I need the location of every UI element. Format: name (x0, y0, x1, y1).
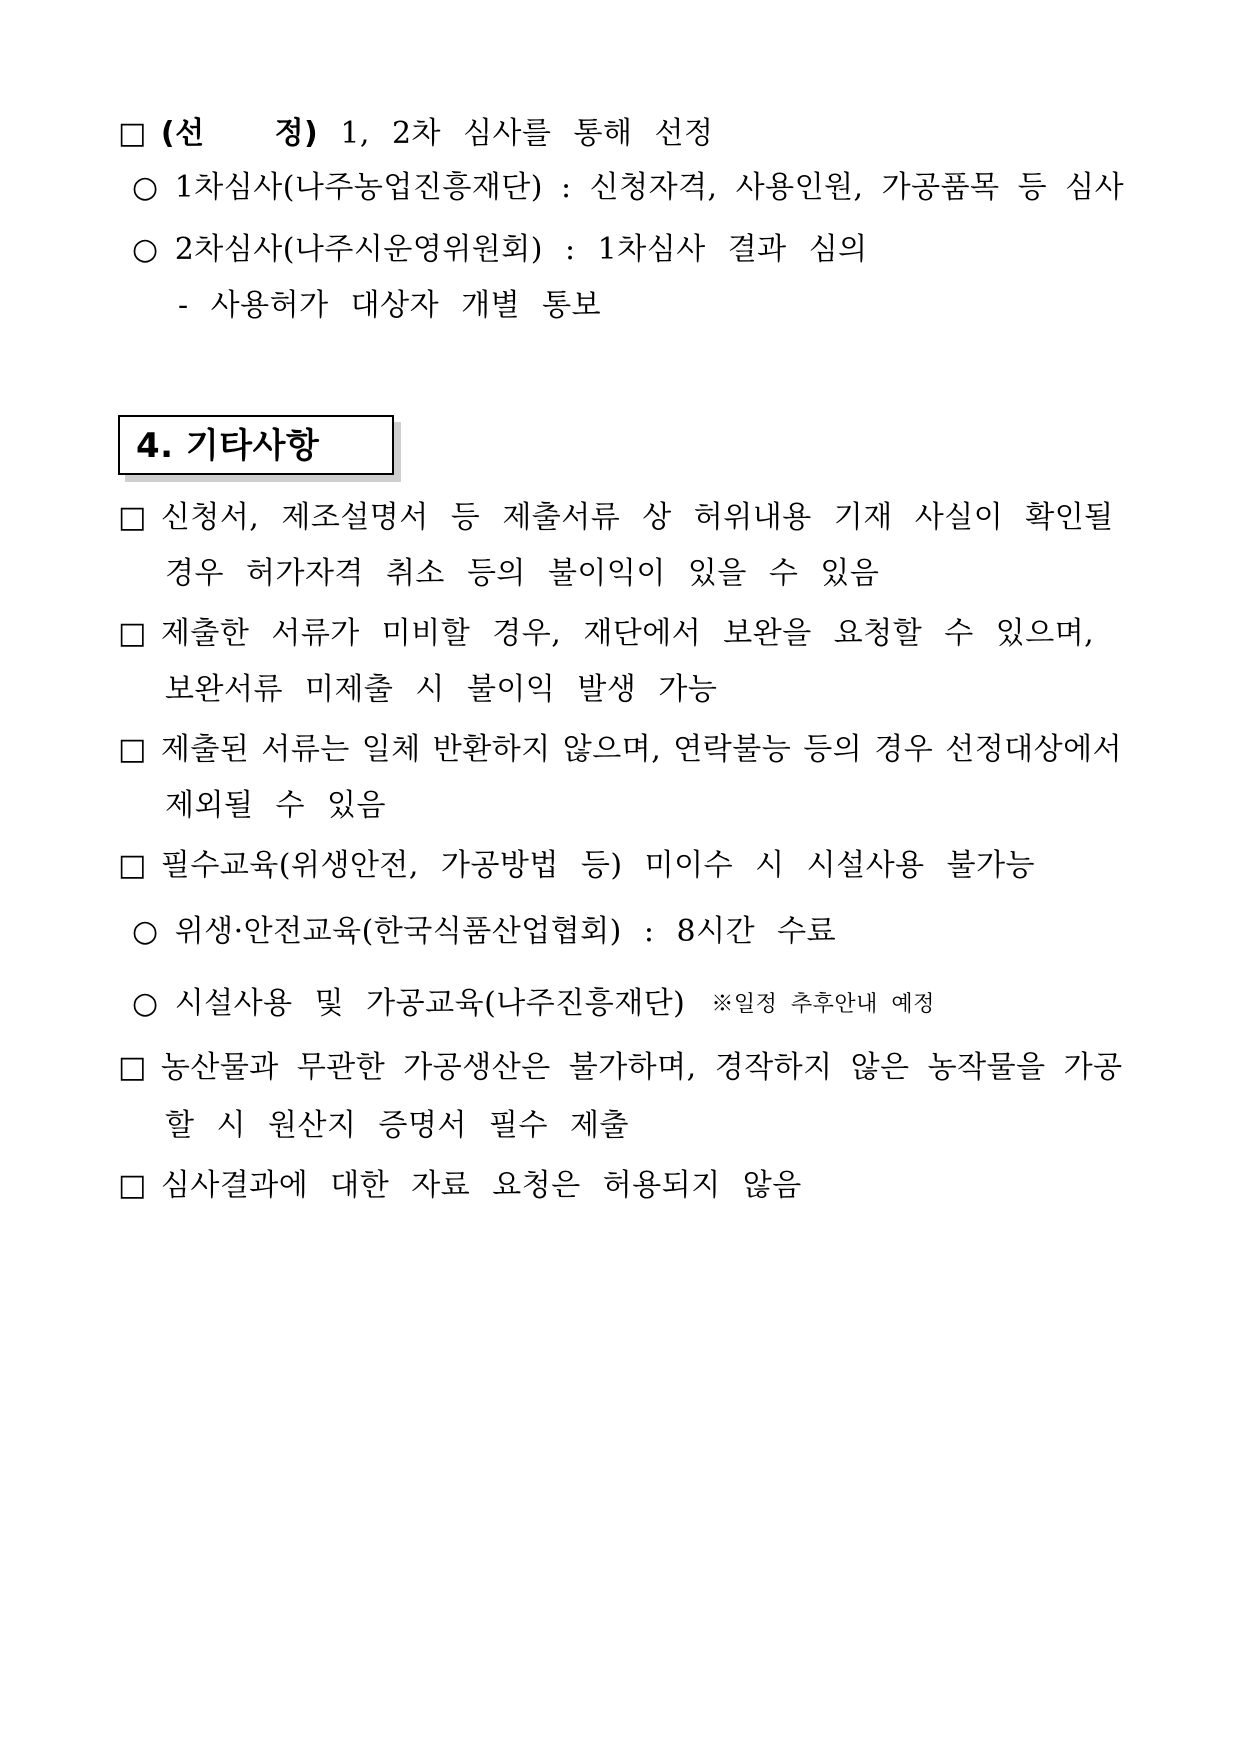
selection-label-right: 정) (274, 116, 319, 151)
circle-marker: ○ (132, 232, 159, 267)
education-1-line (132, 912, 836, 952)
item-6-text-1: 심사결과에 대한 자료 요청은 허용되지 않음 (160, 1168, 802, 1203)
checkbox-marker: □ (118, 732, 147, 767)
item-5-line-1 (118, 1048, 1123, 1088)
second-review-line (132, 230, 868, 270)
notice-text: - 사용허가 대상자 개별 통보 (178, 288, 602, 323)
checkbox-marker: □ (118, 116, 147, 151)
notice-line (178, 286, 601, 326)
checkbox-marker: □ (118, 848, 147, 883)
circle-marker: ○ (132, 914, 159, 949)
checkbox-marker: □ (118, 1050, 147, 1085)
item-5-line-2 (165, 1106, 629, 1146)
section-heading-box (118, 415, 394, 475)
item-1-text-2: 경우 허가자격 취소 등의 불이익이 있을 수 있음 (165, 556, 880, 591)
item-1-line-2 (165, 554, 879, 594)
item-3-line-1 (118, 730, 1122, 770)
item-3-line-2 (165, 786, 386, 826)
item-5-text-1: 농산물과 무관한 가공생산은 불가하며, 경작하지 않은 농작물을 가공 (160, 1050, 1123, 1085)
second-review-text: 2차심사(나주시운영위원회) : 1차심사 결과 심의 (174, 232, 868, 267)
first-review-line (132, 168, 1124, 208)
education-2-text: 시설사용 및 가공교육(나주진흥재단) (174, 986, 686, 1021)
schedule-note: ※일정 추후안내 예정 (711, 992, 935, 1017)
item-5-text-2: 할 시 원산지 증명서 필수 제출 (165, 1108, 629, 1143)
item-2-line-2 (165, 670, 717, 710)
circle-marker: ○ (132, 986, 159, 1021)
item-6-line-1 (118, 1166, 802, 1206)
education-1-text: 위생·안전교육(한국식품산업협회) : 8시간 수료 (174, 914, 837, 949)
selection-line (118, 114, 714, 154)
first-review-text: 1차심사(나주농업진흥재단) : 신청자격, 사용인원, 가공품목 등 심사 (174, 170, 1125, 205)
checkbox-marker: □ (118, 500, 147, 535)
selection-text: 1, 2차 심사를 통해 선정 (340, 116, 714, 151)
item-4-line-1 (118, 846, 1035, 886)
selection-label-left: (선 (160, 116, 205, 151)
checkbox-marker: □ (118, 1168, 147, 1203)
item-4-text-1: 필수교육(위생안전, 가공방법 등) 미이수 시 시설사용 불가능 (160, 848, 1036, 883)
item-1-text-1: 신청서, 제조설명서 등 제출서류 상 허위내용 기재 사실이 확인될 (160, 500, 1114, 535)
circle-marker: ○ (132, 170, 159, 205)
item-2-line-1 (118, 614, 1094, 654)
item-2-text-1: 제출한 서류가 미비할 경우, 재단에서 보완을 요청할 수 있으며, (160, 616, 1095, 651)
education-2-line (132, 984, 935, 1027)
checkbox-marker: □ (118, 616, 147, 651)
section-title: 4. 기타사항 (136, 426, 320, 466)
item-3-text-2: 제외될 수 있음 (165, 788, 386, 823)
item-1-line-1 (118, 498, 1114, 538)
item-2-text-2: 보완서류 미제출 시 불이익 발생 가능 (165, 672, 718, 707)
item-3-text-1: 제출된 서류는 일체 반환하지 않으며, 연락불능 등의 경우 선정대상에서 (160, 732, 1123, 767)
